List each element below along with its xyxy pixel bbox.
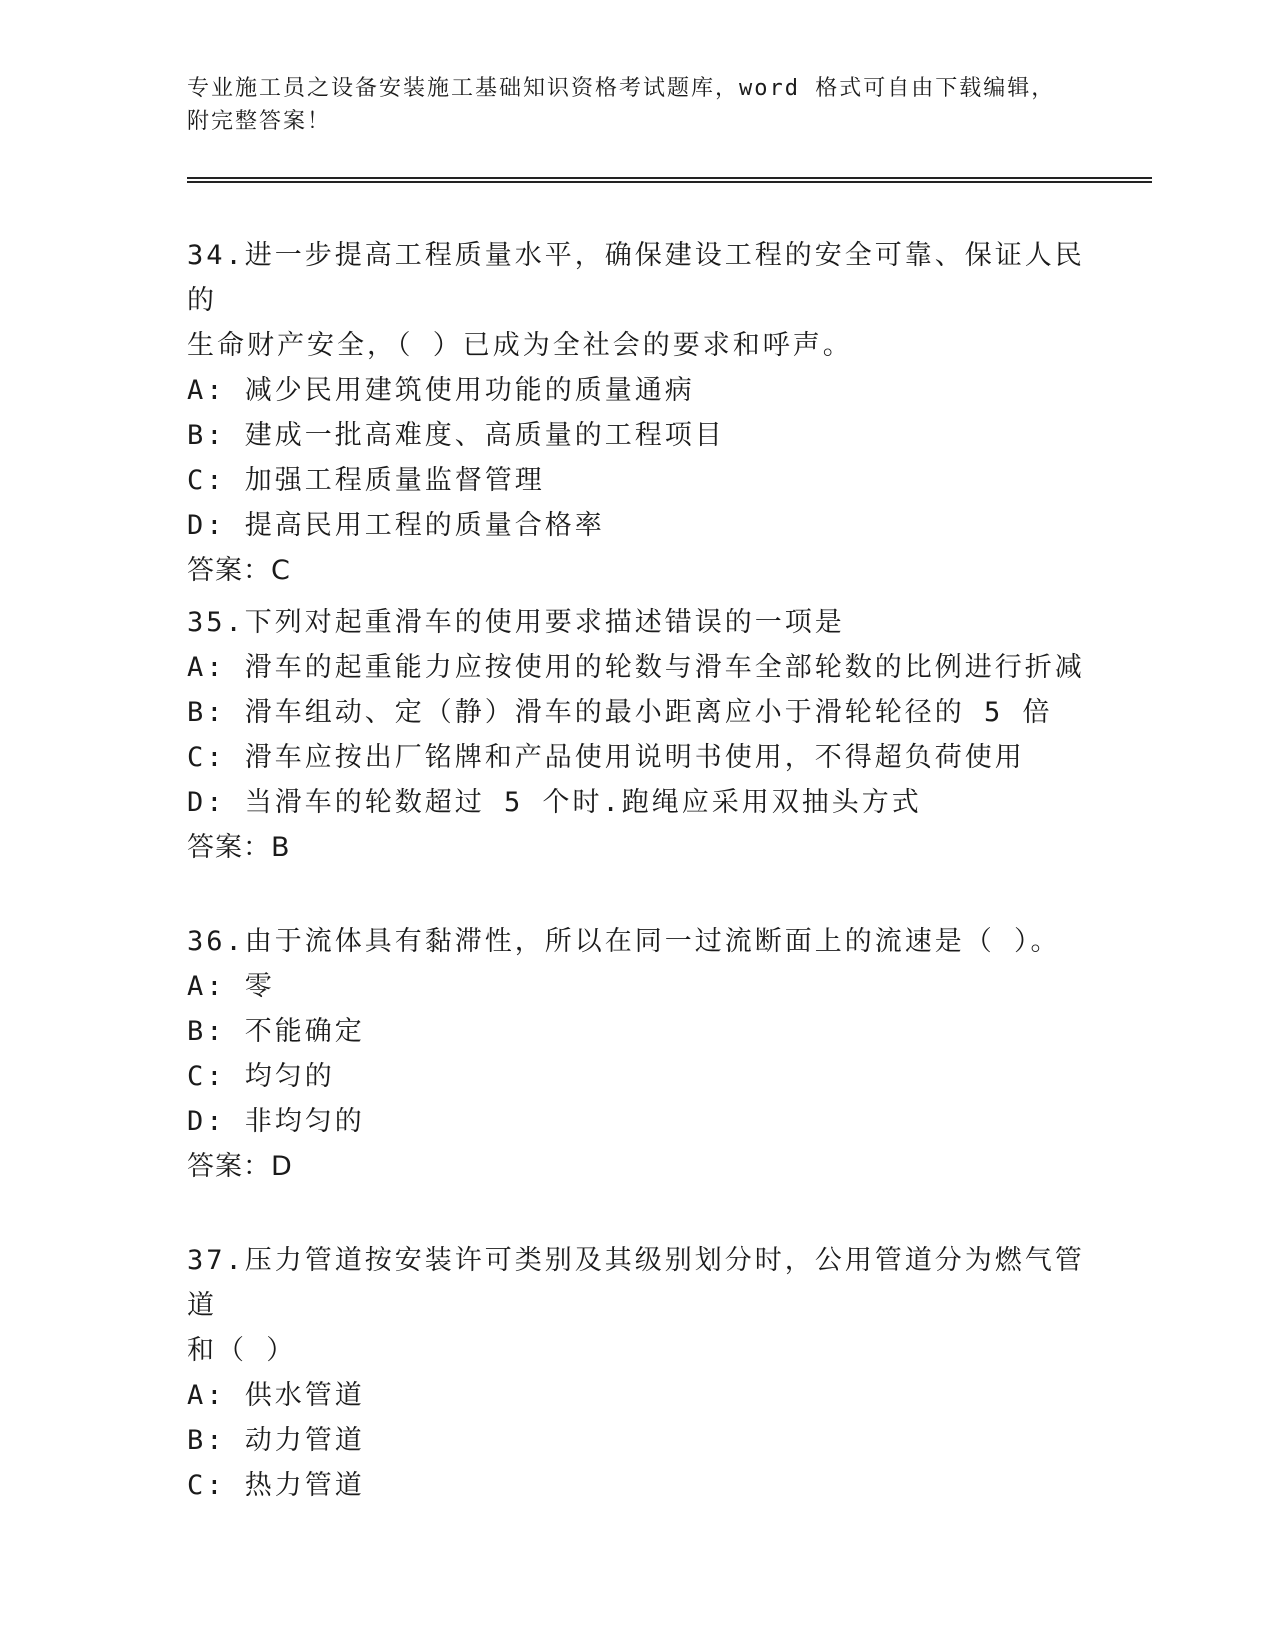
option-a: A: 滑车的起重能力应按使用的轮数与滑车全部轮数的比例进行折减 xyxy=(187,652,1085,683)
answer-label: 答案：C xyxy=(187,555,291,586)
option-c: C: 滑车应按出厂铭牌和产品使用说明书使用，不得超负荷使用 xyxy=(187,742,1025,773)
question-34 xyxy=(187,233,1087,593)
option-c: C: 热力管道 xyxy=(187,1470,365,1501)
question-35 xyxy=(187,600,1087,870)
answer-label: 答案：B xyxy=(187,832,291,863)
document-header xyxy=(187,72,1087,138)
option-a: A: 供水管道 xyxy=(187,1380,365,1411)
option-b: B: 建成一批高难度、高质量的工程项目 xyxy=(187,420,725,451)
question-title: 34.进一步提高工程质量水平，确保建设工程的安全可靠、保证人民的 xyxy=(187,240,1085,316)
option-d: D: 非均匀的 xyxy=(187,1106,365,1137)
option-d: D: 当滑车的轮数超过 5 个时.跑绳应采用双抽头方式 xyxy=(187,787,922,818)
question-title: 37.压力管道按安装许可类别及其级别划分时，公用管道分为燃气管道 xyxy=(187,1245,1085,1321)
option-b: B: 不能确定 xyxy=(187,1016,365,1047)
option-c: C: 均匀的 xyxy=(187,1061,335,1092)
option-a: A: 减少民用建筑使用功能的质量通病 xyxy=(187,375,695,406)
option-b: B: 动力管道 xyxy=(187,1425,365,1456)
question-title-continued: 和（ ） xyxy=(187,1335,297,1366)
option-b: B: 滑车组动、定（静）滑车的最小距离应小于滑轮轮径的 5 倍 xyxy=(187,697,1053,728)
header-divider-bottom xyxy=(187,181,1152,183)
question-title: 35.下列对起重滑车的使用要求描述错误的一项是 xyxy=(187,607,845,638)
question-title: 36.由于流体具有黏滞性，所以在同一过流断面上的流速是（ ）。 xyxy=(187,926,1061,957)
header-line-1: 专业施工员之设备安装施工基础知识资格考试题库，word 格式可自由下载编辑， xyxy=(187,76,1056,101)
header-divider-top xyxy=(187,177,1152,179)
question-36 xyxy=(187,919,1087,1189)
question-title-continued: 生命财产安全，（ ）已成为全社会的要求和呼声。 xyxy=(187,330,853,361)
header-line-2: 附完整答案！ xyxy=(187,109,332,134)
option-a: A: 零 xyxy=(187,971,275,1002)
answer-label: 答案：D xyxy=(187,1151,293,1182)
option-c: C: 加强工程质量监督管理 xyxy=(187,465,545,496)
option-d: D: 提高民用工程的质量合格率 xyxy=(187,510,605,541)
question-37 xyxy=(187,1238,1087,1508)
